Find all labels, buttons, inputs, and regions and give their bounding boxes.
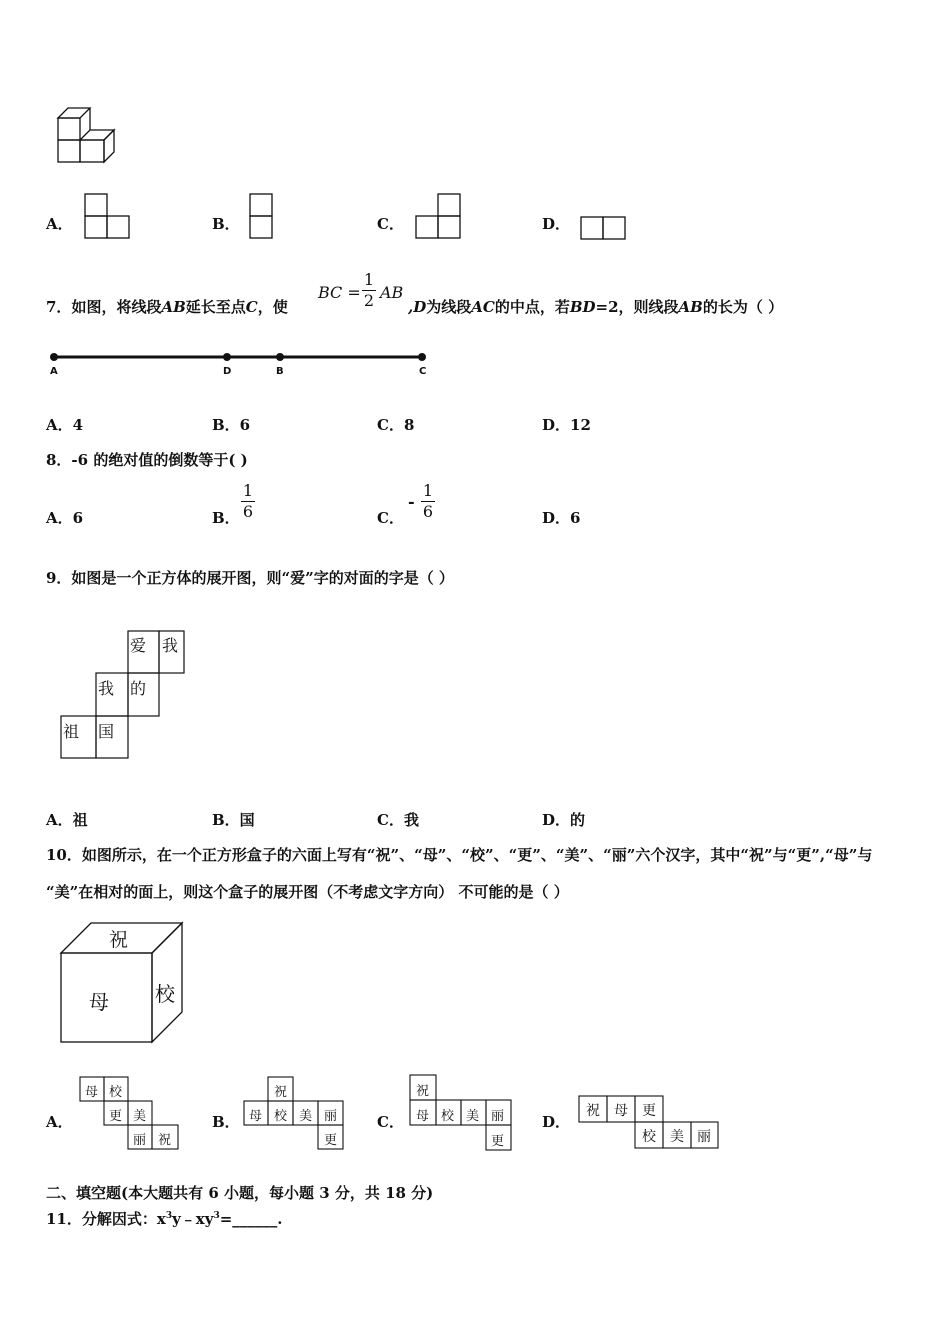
q6-option-d-label: D． <box>542 215 571 233</box>
q10-a-cell: 校 <box>109 1085 123 1100</box>
q10-d-cell: 美 <box>670 1129 684 1145</box>
q10-cube-front: 母 <box>89 990 109 1014</box>
q6-option-c-view <box>415 193 463 241</box>
q6-option-a-view <box>84 193 132 241</box>
q10-option-c-label: C． <box>377 1113 404 1131</box>
q7-point-d: D <box>223 366 232 377</box>
q10-d-cell: 母 <box>614 1103 628 1119</box>
q6-option-c-label: C． <box>377 215 404 233</box>
q10-c-cell: 更 <box>491 1134 505 1149</box>
q10-option-a-label: A． <box>46 1113 73 1131</box>
q7-formula-lhs: BC = <box>318 283 361 302</box>
q9-option-b: B．国 <box>212 811 255 829</box>
q10-option-d-label: D． <box>542 1113 571 1131</box>
q10-c-cell: 母 <box>416 1109 430 1124</box>
q8-option-d: D．6 <box>542 509 581 527</box>
q10-stem-line1: 10．如图所示，在一个正方形盒子的六面上写有“祝”、“母”、“校”、“更”、“美”、“丽”六个汉字，其中“祝”与“更”,“母”与 <box>46 846 873 864</box>
q7-point-c: C <box>419 366 427 377</box>
q10-d-cell: 更 <box>642 1103 656 1119</box>
q8-stem: 8．-6 的绝对值的倒数等于( ) <box>46 451 248 469</box>
q9-net-cell: 的 <box>130 679 147 698</box>
q6-cube-figure <box>56 106 118 166</box>
q10-d-cell: 校 <box>642 1129 656 1145</box>
q10-a-cell: 母 <box>85 1085 99 1100</box>
q9-option-c: C．我 <box>377 811 419 829</box>
section-heading: 二、填空题(本大题共有 6 小题，每小题 3 分，共 18 分) <box>46 1184 434 1202</box>
q10-b-cell: 美 <box>299 1109 313 1124</box>
q10-stem-line2: “美”在相对的面上，则这个盒子的展开图（不考虑文字方向） 不可能的是（ ） <box>46 883 569 901</box>
q9-option-d: D．的 <box>542 811 586 829</box>
q10-d-cell: 祝 <box>586 1103 600 1119</box>
q9-net-cell: 我 <box>98 679 115 698</box>
q7-point-a: A <box>50 366 58 377</box>
q8-option-c-fraction: 1 6 <box>422 481 434 521</box>
q10-b-cell: 母 <box>249 1109 263 1124</box>
q8-option-b-fraction: 1 6 <box>242 481 254 521</box>
q9-net-cell: 爱 <box>130 636 147 655</box>
q10-b-cell: 祝 <box>274 1085 288 1100</box>
q7-formula-fraction: 1 2 <box>363 270 375 310</box>
q10-option-b-label: B． <box>212 1113 240 1131</box>
q8-option-c-label: C． <box>377 509 404 527</box>
q7-option-d: D．12 <box>542 416 591 434</box>
q9-net-cell: 我 <box>162 636 179 655</box>
q6-option-d-view <box>580 216 630 242</box>
q10-a-cell: 更 <box>109 1109 123 1124</box>
q10-c-cell: 校 <box>441 1109 455 1124</box>
q8-option-c-sign: - <box>408 492 415 511</box>
q7-option-b: B．6 <box>212 416 251 434</box>
q10-a-cell: 祝 <box>158 1133 172 1148</box>
q10-b-cell: 校 <box>274 1109 288 1124</box>
q10-d-cell: 丽 <box>697 1129 711 1145</box>
q7-option-c: C．8 <box>377 416 415 434</box>
q8-option-b-label: B． <box>212 509 240 527</box>
q7-stem: 7．如图，将线段AB延长至点C，使 <box>46 298 288 316</box>
q7-stem-cont: ,D为线段AC的中点，若BD=2，则线段AB的长为（ ） <box>408 298 784 316</box>
q8-option-a: A．6 <box>46 509 84 527</box>
q7-point-b: B <box>276 366 284 377</box>
q10-a-cell: 美 <box>133 1109 147 1124</box>
q9-net-cell: 国 <box>98 722 115 741</box>
q6-option-b-view <box>249 193 275 241</box>
q10-cube-top: 祝 <box>109 929 129 951</box>
q9-net-cell: 祖 <box>63 722 80 741</box>
q10-b-cell: 丽 <box>324 1109 338 1124</box>
q10-c-cell: 美 <box>466 1109 480 1124</box>
q10-a-cell: 丽 <box>133 1133 147 1148</box>
q6-option-a-label: A． <box>46 215 73 233</box>
q9-stem: 9．如图是一个正方体的展开图，则“爱”字的对面的字是（ ） <box>46 569 454 587</box>
q7-segment-figure <box>46 348 436 382</box>
q9-option-a: A．祖 <box>46 811 88 829</box>
q6-option-b-label: B． <box>212 215 240 233</box>
q10-cube-side: 校 <box>155 982 175 1006</box>
q7-option-a: A．4 <box>46 416 84 434</box>
q10-c-cell: 丽 <box>491 1109 505 1124</box>
q10-b-cell: 更 <box>324 1133 338 1148</box>
q7-formula-rhs: AB <box>380 283 404 302</box>
q11-stem: 11．分解因式：$x^3y﹣xy^3=\_\_\_\_\_\_$. <box>46 1210 283 1228</box>
q10-c-cell: 祝 <box>416 1084 430 1099</box>
